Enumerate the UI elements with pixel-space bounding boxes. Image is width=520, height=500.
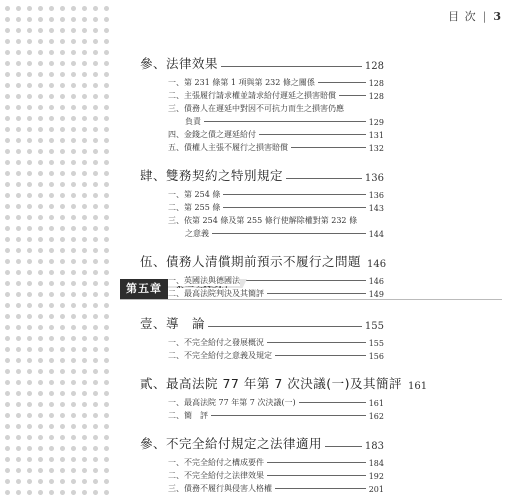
toc-entry-label: 負責 bbox=[185, 117, 201, 126]
toc-entry-label: 之意義 bbox=[185, 229, 209, 238]
toc-entry bbox=[140, 408, 384, 421]
toc-leader-line bbox=[267, 342, 366, 343]
toc-entry-label: 四、金錢之債之遲延給付 bbox=[168, 130, 256, 139]
toc-section-list-1 bbox=[140, 49, 387, 299]
page-header bbox=[448, 8, 502, 24]
toc-entry-label: 二、不完全給付之法律效果 bbox=[168, 471, 264, 480]
toc-entry-label: 二、簡 評 bbox=[168, 411, 208, 420]
toc-entry-label: 肆、雙務契約之特別規定 bbox=[140, 168, 284, 183]
toc-entry bbox=[140, 213, 384, 226]
toc-entry-label: 一、英國法與德國法 bbox=[168, 276, 240, 285]
toc-entry bbox=[140, 395, 384, 408]
toc-leader-line bbox=[291, 147, 366, 148]
toc-leader-line bbox=[286, 178, 362, 179]
toc-entry bbox=[140, 187, 384, 200]
toc-entry-page-number: 131 bbox=[368, 131, 384, 140]
toc-entry bbox=[140, 88, 384, 101]
toc-entry-page-number: 129 bbox=[368, 118, 384, 127]
toc-entry bbox=[140, 468, 384, 481]
toc-entry-page-number: 128 bbox=[368, 79, 384, 88]
toc-entry-page-number: 156 bbox=[368, 352, 384, 361]
toc-entry-label: 一、第 254 條 bbox=[168, 190, 221, 199]
toc-section-entry bbox=[140, 247, 387, 270]
toc-leader-line bbox=[267, 293, 366, 294]
toc-entry bbox=[140, 75, 384, 88]
chapter-tag: 第五章 bbox=[120, 279, 168, 299]
toc-leader-line bbox=[275, 488, 366, 489]
toc-entry bbox=[140, 481, 384, 494]
toc-section-entry bbox=[140, 309, 384, 332]
toc-entry-label: 三、債務不履行與侵害人格權 bbox=[168, 484, 272, 493]
toc-entry-label: 二、不完全給付之意義及規定 bbox=[168, 351, 272, 360]
toc-leader-line bbox=[325, 446, 362, 447]
toc-leader-line bbox=[267, 462, 366, 463]
toc-entry-label: 伍、債務人清償期前預示不履行之問題 bbox=[140, 254, 362, 269]
toc-entry-page-number: 184 bbox=[368, 459, 384, 468]
toc-entry-page-number: 143 bbox=[368, 204, 384, 213]
toc-entry-page-number: 183 bbox=[364, 441, 384, 452]
toc-section-entry bbox=[140, 49, 384, 72]
toc-entry-label: 三、依第 254 條及第 255 條行使解除權對第 232 條 bbox=[168, 216, 358, 225]
toc-entry bbox=[140, 127, 384, 140]
toc-entry-page-number: 132 bbox=[368, 144, 384, 153]
toc-entry-label: 壹、導 論 bbox=[140, 316, 206, 331]
toc-entry-label: 一、最高法院 77 年第 7 次決議(一) bbox=[168, 398, 296, 407]
toc-entry-page-number: 146 bbox=[368, 277, 384, 286]
toc-entry bbox=[140, 455, 384, 468]
toc-entry-label: 一、第 231 條第 1 項與第 232 條之關係 bbox=[168, 78, 315, 87]
toc-entry-page-number: 161 bbox=[408, 381, 428, 392]
toc-entry-page-number: 136 bbox=[368, 191, 384, 200]
toc-leader-line bbox=[223, 207, 365, 208]
toc-section-list-2 bbox=[140, 309, 428, 494]
chapter-underline bbox=[120, 299, 502, 300]
toc-entry bbox=[140, 114, 384, 127]
toc-entry bbox=[140, 226, 384, 239]
toc-entry-label: 二、第 255 條 bbox=[168, 203, 221, 212]
toc-entry-page-number: 128 bbox=[368, 92, 384, 101]
toc-section-entry bbox=[140, 161, 384, 184]
toc-entry-label: 貳、最高法院 77 年第 7 次決議(一)及其簡評 bbox=[140, 376, 403, 391]
toc-leader-line bbox=[318, 82, 366, 83]
toc-entry bbox=[140, 200, 384, 213]
toc-leader-line bbox=[212, 233, 366, 234]
toc-entry bbox=[140, 101, 384, 114]
toc-section-entry bbox=[140, 369, 428, 392]
toc-entry-label: 三、債務人在遲延中對因不可抗力而生之損害仍應 bbox=[168, 104, 344, 113]
toc-entry-label: 參、法律效果 bbox=[140, 56, 219, 71]
decorative-dot-pattern bbox=[0, 0, 112, 500]
header-separator: | bbox=[482, 9, 488, 23]
toc-entry-page-number: 201 bbox=[368, 485, 384, 494]
toc-entry-page-number: 162 bbox=[368, 412, 384, 421]
toc-entry-label: 一、不完全給付之構成要件 bbox=[168, 458, 264, 467]
toc-entry-label: 一、不完全給付之發展概況 bbox=[168, 338, 264, 347]
toc-entry-page-number: 128 bbox=[364, 61, 384, 72]
toc-entry bbox=[140, 273, 384, 286]
toc-entry-label: 參、不完全給付規定之法律適用 bbox=[140, 436, 323, 451]
toc-entry-label: 二、主張履行請求權並請求給付遲延之損害賠償 bbox=[168, 91, 336, 100]
toc-entry bbox=[140, 286, 384, 299]
toc-leader-line bbox=[243, 280, 366, 281]
toc-entry-label: 二、最高法院判決及其簡評 bbox=[168, 289, 264, 298]
toc-leader-line bbox=[204, 121, 366, 122]
toc-leader-line bbox=[275, 355, 366, 356]
toc-leader-line bbox=[223, 194, 365, 195]
toc-entry bbox=[140, 348, 384, 361]
toc-leader-line bbox=[267, 475, 366, 476]
toc-entry-page-number: 155 bbox=[364, 321, 384, 332]
toc-leader-line bbox=[211, 415, 366, 416]
toc-entry-page-number: 155 bbox=[368, 339, 384, 348]
toc-entry-page-number: 146 bbox=[367, 259, 387, 270]
toc-entry-page-number: 144 bbox=[368, 230, 384, 239]
header-page-number: 3 bbox=[493, 9, 502, 23]
toc-entry-page-number: 192 bbox=[368, 472, 384, 481]
toc-leader-line bbox=[299, 402, 366, 403]
toc-section-entry bbox=[140, 429, 384, 452]
toc-leader-line bbox=[259, 134, 366, 135]
toc-leader-line bbox=[339, 95, 366, 96]
toc-entry-page-number: 161 bbox=[368, 399, 384, 408]
toc-leader-line bbox=[208, 326, 362, 327]
toc-entry-page-number: 136 bbox=[364, 173, 384, 184]
toc-entry-page-number: 149 bbox=[368, 290, 384, 299]
toc-entry bbox=[140, 335, 384, 348]
toc-entry-label: 五、債權人主張不履行之損害賠償 bbox=[168, 143, 288, 152]
toc-entry bbox=[140, 140, 384, 153]
toc-leader-line bbox=[221, 66, 362, 67]
header-label: 目 次 bbox=[448, 10, 477, 23]
